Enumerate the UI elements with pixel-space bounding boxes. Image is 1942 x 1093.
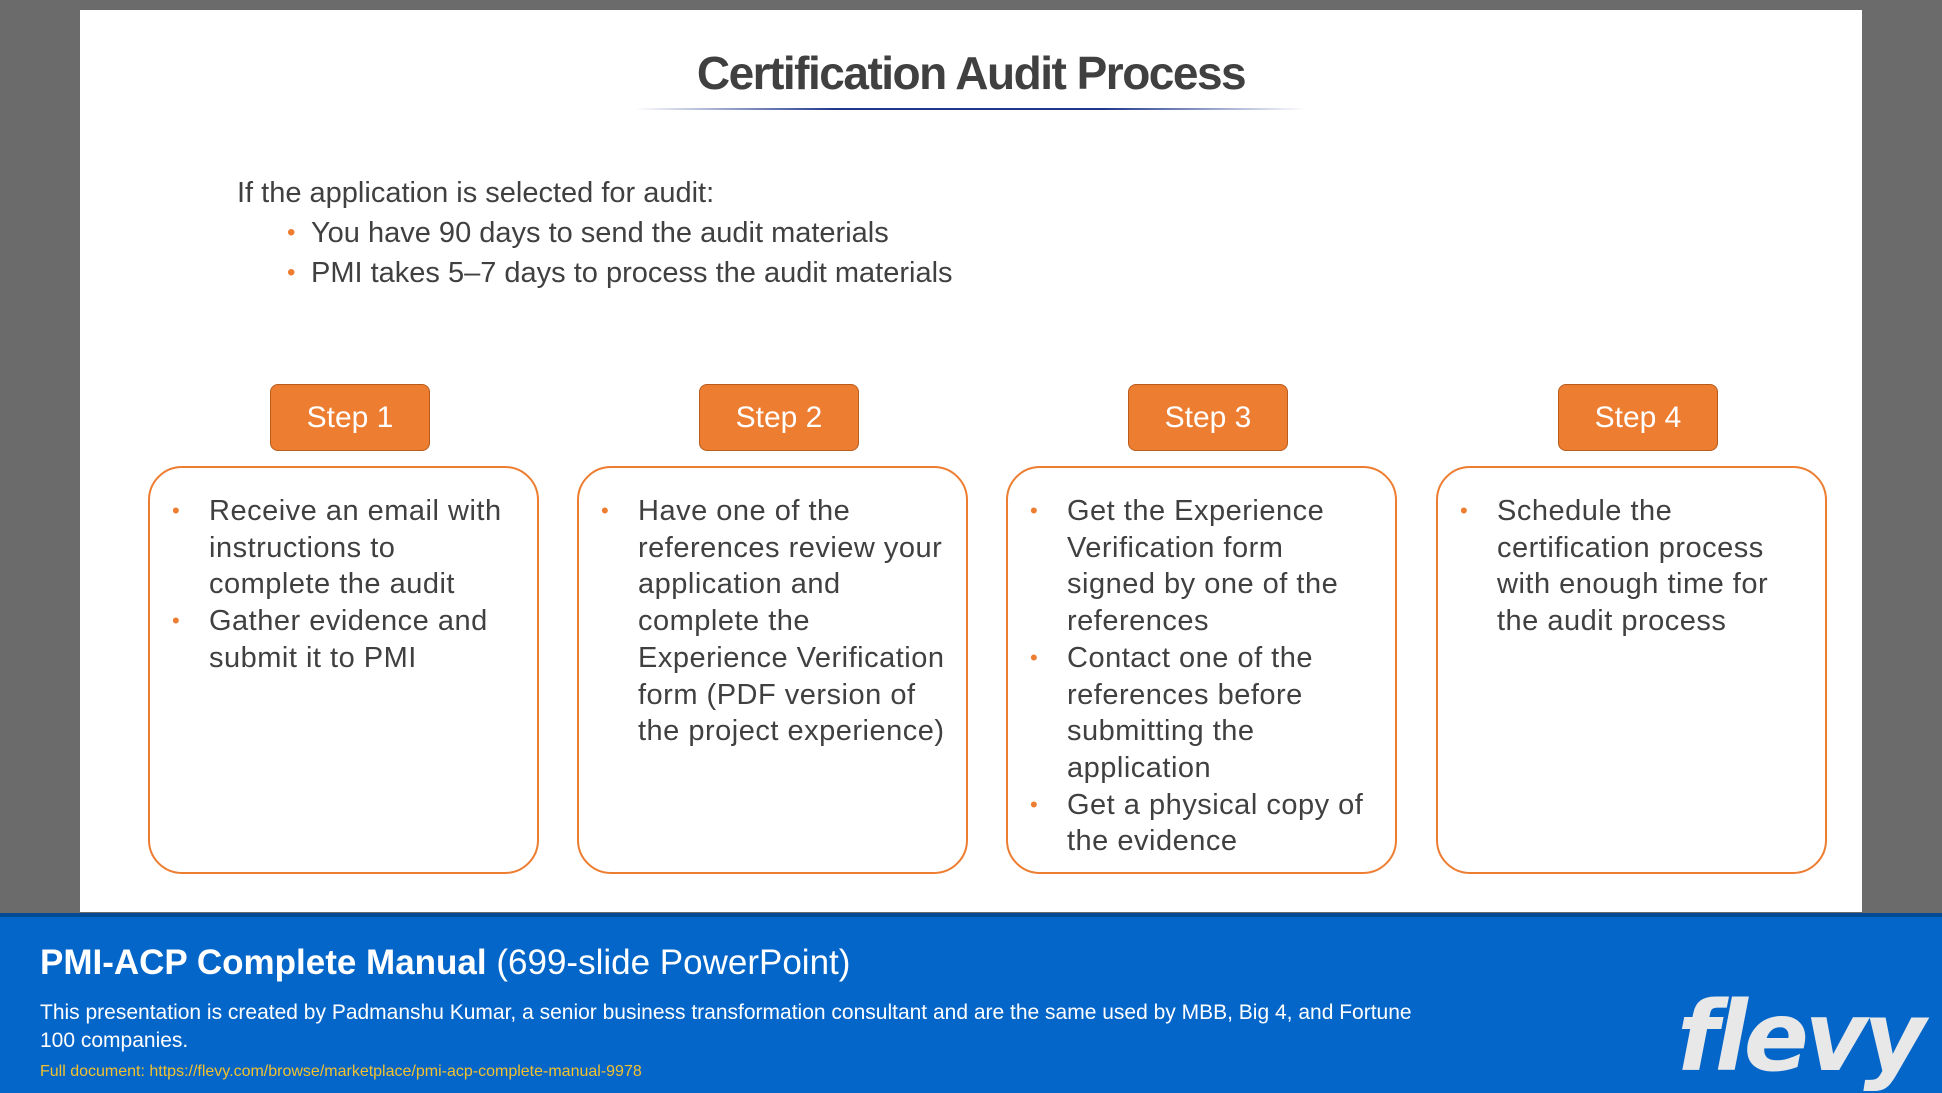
bullet-icon: • [1030,498,1039,523]
bullet-icon: • [172,498,181,523]
step-2-box [577,466,968,874]
intro-block [237,173,953,293]
footer-description: This presentation is created by Padmanshu Kumar, a senior business transformation consultant and are the same used by MBB, Big 4, and Fortune 100 companies. [40,1001,1412,1052]
intro-heading: If the application is selected for audit: [237,177,715,209]
step-4-box [1436,466,1827,874]
step-3-item: • Get a physical copy of the evidence [1030,788,1364,858]
intro-bullets [237,213,953,293]
step-3-item: • Get the Experience Verification form signed by one of the references [1030,495,1339,638]
intro-bullet: • You have 90 days to send the audit materials [287,213,953,253]
step-2-label: Step 2 [699,384,859,451]
bullet-icon: • [1460,498,1469,523]
step-3-item: • Contact one of the references before submitting the application [1030,641,1313,784]
step-4-label: Step 4 [1558,384,1718,451]
flevy-logo[interactable]: flevy [1677,981,1922,1093]
step-1-label: Step 1 [270,384,430,451]
slide [80,10,1862,912]
bullet-icon: • [1030,644,1039,670]
step-1-box [148,466,539,874]
step-1-item: • Receive an email with instructions to complete the audit [172,495,502,601]
title-divider [635,108,1305,110]
step-1-item: • Gather evidence and submit it to PMI [172,605,488,674]
document-subtitle: (699-slide PowerPoint) [496,943,851,982]
bullet-icon: • [287,259,296,286]
step-3-box [1006,466,1397,874]
footer-title [40,943,850,983]
bullet-icon: • [172,608,181,634]
step-2-item: • Have one of the references review your application and complete the Experience Verification form (PDF version of the project experience) [601,495,945,748]
document-link[interactable]: Full document: https://flevy.com/browse/marketplace/pmi-acp-complete-manual-9978 [40,1063,642,1080]
document-title: PMI-ACP Complete Manual [40,943,487,982]
bullet-icon: • [1030,791,1039,817]
intro-bullet: • PMI takes 5–7 days to process the audit materials [287,253,953,293]
bullet-icon: • [601,498,610,523]
step-4-item: • Schedule the certification process with enough time for the audit process [1460,495,1769,638]
step-3-label: Step 3 [1128,384,1288,451]
footer-banner [0,913,1942,1093]
bullet-icon: • [287,219,296,246]
slide-title: Certification Audit Process [696,47,1246,99]
